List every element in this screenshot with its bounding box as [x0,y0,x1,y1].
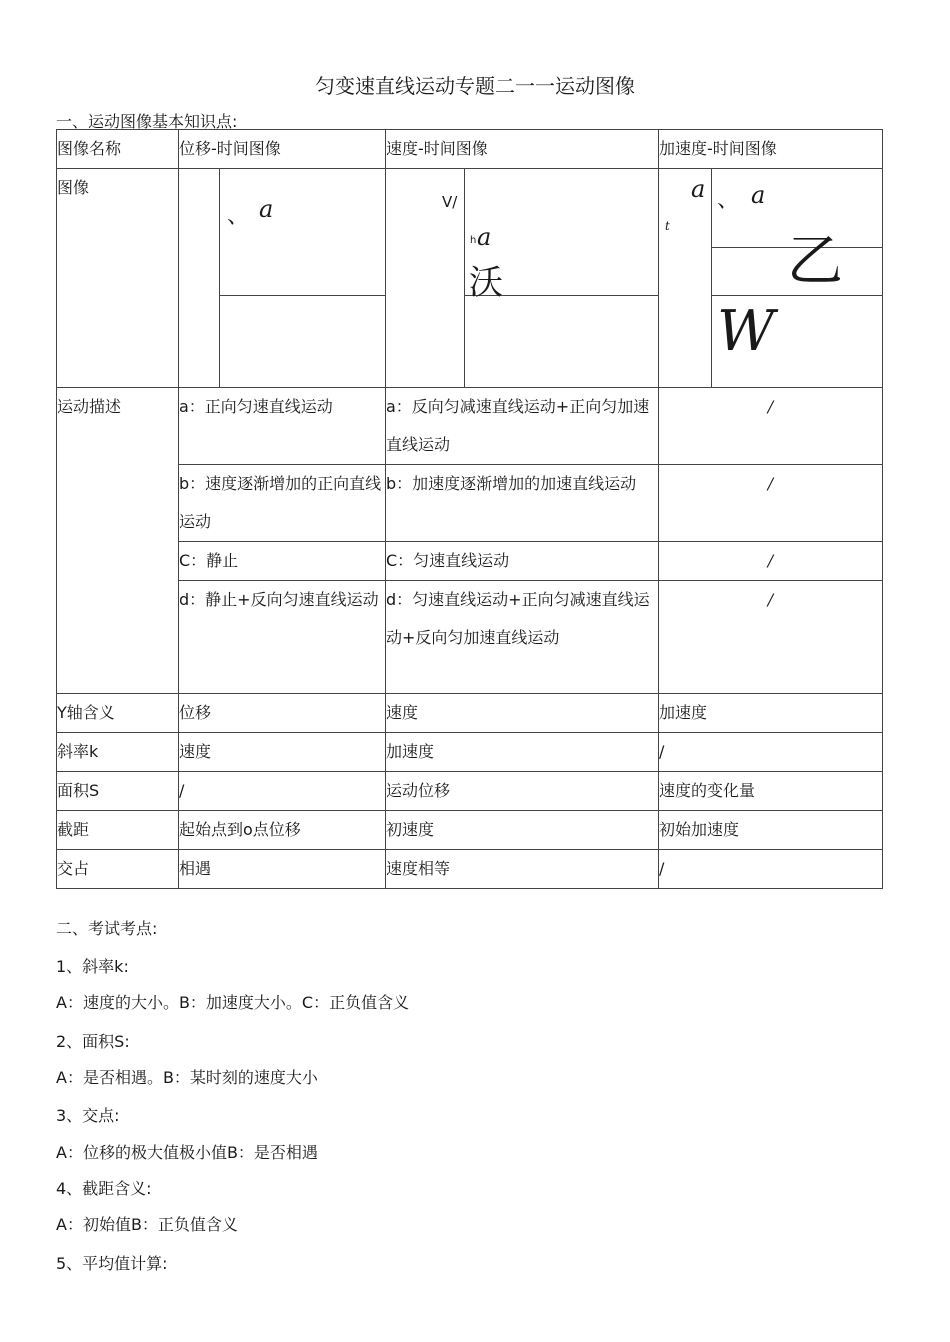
row-label: Y轴含义 [57,694,179,733]
table-cell: / [659,850,883,889]
graph-label: 、 [227,204,250,229]
row-label: 交占 [57,850,179,889]
table-cell: 速度相等 [386,850,659,889]
graph-label: a [691,175,706,203]
graph-label: 乙 [787,229,843,294]
table-header-row [57,130,883,169]
table-cell: / [659,733,883,772]
table-cell: 速度 [179,733,386,772]
motion-cell: a：正向匀速直线运动 [179,388,386,465]
table-row [57,811,883,850]
table-row [57,733,883,772]
knowledge-table [56,129,883,889]
page-title: 匀变速直线运动专题二一一运动图像 [315,74,635,98]
motion-cell: / [659,465,883,542]
motion-cell: / [659,581,883,694]
table-row [57,850,883,889]
image-row [57,169,883,388]
exam-point: A：位移的极大值极小值B：是否相遇 [56,1143,318,1162]
exam-point: A：是否相遇。B：某时刻的速度大小 [56,1068,318,1087]
exam-point: 5、平均值计算: [56,1254,168,1273]
row-label: 运动描述 [57,388,179,694]
xt-graph-cell [179,169,386,388]
header-cell: 速度-时间图像 [386,130,659,169]
vt-graph [386,169,658,387]
table-cell: 运动位移 [386,772,659,811]
header-cell: 位移-时间图像 [179,130,386,169]
table-cell: 初速度 [386,811,659,850]
graph-label: a [477,223,492,251]
graph-label: t [665,219,670,233]
motion-row [57,465,883,542]
exam-point: A：初始值B：正负值含义 [56,1215,238,1234]
table-cell: 速度的变化量 [659,772,883,811]
motion-cell: C：匀速直线运动 [386,542,659,581]
table-cell: 相遇 [179,850,386,889]
at-graph-cell [659,169,883,388]
header-cell: 加速度-时间图像 [659,130,883,169]
xt-graph [179,169,385,387]
table-cell: 起始点到o点位移 [179,811,386,850]
vt-graph-cell [386,169,659,388]
exam-point: 3、交点: [56,1106,120,1125]
motion-cell: d：匀速直线运动+正向匀减速直线运动+反向匀加速直线运动 [386,581,659,694]
motion-cell: / [659,388,883,465]
motion-row [57,542,883,581]
section-heading-1: 一、运动图像基本知识点: [56,112,238,131]
graph-label: V/ [442,193,458,211]
table-cell: 位移 [179,694,386,733]
motion-cell: b：加速度逐渐增加的加速直线运动 [386,465,659,542]
table-cell: 初始加速度 [659,811,883,850]
graph-label: h [470,235,477,246]
table-cell: / [179,772,386,811]
motion-row [57,581,883,694]
graph-label: 沃 [469,263,503,303]
motion-cell: a：反向匀减速直线运动+正向匀加速直线运动 [386,388,659,465]
section-heading-2: 二、考试考点: [56,919,158,938]
graph-label: 、 [717,188,740,213]
table-row [57,772,883,811]
graph-label: a [751,181,766,209]
table-cell: 加速度 [659,694,883,733]
table-cell: 加速度 [386,733,659,772]
header-cell: 图像名称 [57,130,179,169]
graph-label: a [259,195,274,223]
exam-point: A：速度的大小。B：加速度大小。C：正负值含义 [56,993,410,1012]
graph-label: W [717,299,775,364]
motion-cell: d：静止+反向匀速直线运动 [179,581,386,694]
row-label: 斜率k [57,733,179,772]
motion-row [57,388,883,465]
table-row [57,694,883,733]
at-graph [659,169,882,387]
row-label: 面积S [57,772,179,811]
exam-point: 2、面积S: [56,1032,130,1051]
exam-point: 1、斜率k: [56,957,129,976]
motion-cell: C：静止 [179,542,386,581]
motion-cell: b：速度逐渐增加的正向直线运动 [179,465,386,542]
row-label: 截距 [57,811,179,850]
row-label: 图像 [57,169,179,388]
exam-point: 4、截距含义: [56,1179,152,1198]
motion-cell: / [659,542,883,581]
table-cell: 速度 [386,694,659,733]
